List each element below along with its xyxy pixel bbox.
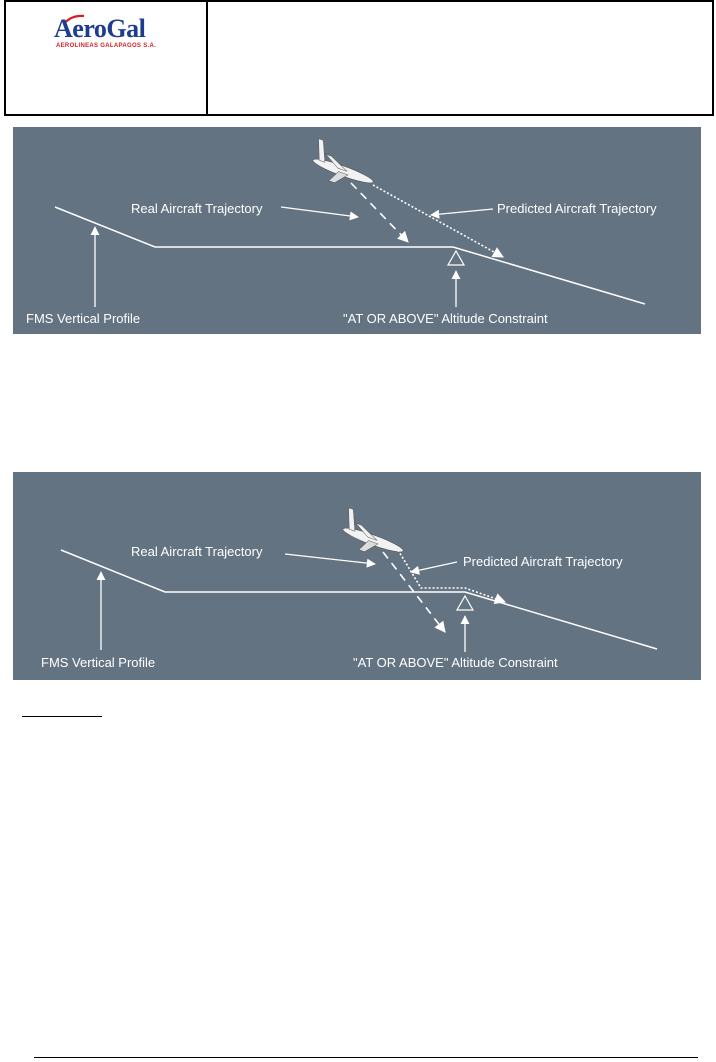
predicted-trajectory-pointer [411,562,457,572]
document-header [4,0,714,116]
footer-rule [34,1057,698,1058]
real-trajectory-pointer [281,207,358,217]
predicted-trajectory-pointer [431,209,493,215]
predicted-trajectory-path [373,185,503,257]
constraint-triangle-icon [448,251,464,265]
airplane-icon [336,508,410,564]
predicted-trajectory-label: Predicted Aircraft Trajectory [463,554,623,569]
constraint-label: "AT OR ABOVE" Altitude Constraint [353,655,558,670]
real-trajectory-pointer [285,554,375,564]
fms-vertical-profile-line [55,207,645,304]
fms-profile-label: FMS Vertical Profile [26,311,141,326]
fms-profile-label: FMS Vertical Profile [41,655,156,670]
logo-wordmark: AeroGal [54,14,146,43]
constraint-label: "AT OR ABOVE" Altitude Constraint [343,311,548,326]
aerogal-logo [54,14,174,54]
real-trajectory-label: Real Aircraft Trajectory [131,201,263,216]
section-underline [22,716,102,717]
real-trajectory-path [351,183,408,242]
header-cell-divider [206,2,208,114]
diagram-trajectory-2 [13,472,701,680]
predicted-trajectory-label: Predicted Aircraft Trajectory [497,201,657,216]
airplane-icon [306,139,380,195]
logo-tagline: AEROLINEAS GALAPAGOS S.A. [56,43,157,49]
diagram-1-canvas [13,127,701,334]
diagram-2-canvas [13,472,701,680]
constraint-triangle-icon [457,596,473,610]
real-trajectory-label: Real Aircraft Trajectory [131,544,263,559]
diagram-trajectory-1 [13,127,701,334]
